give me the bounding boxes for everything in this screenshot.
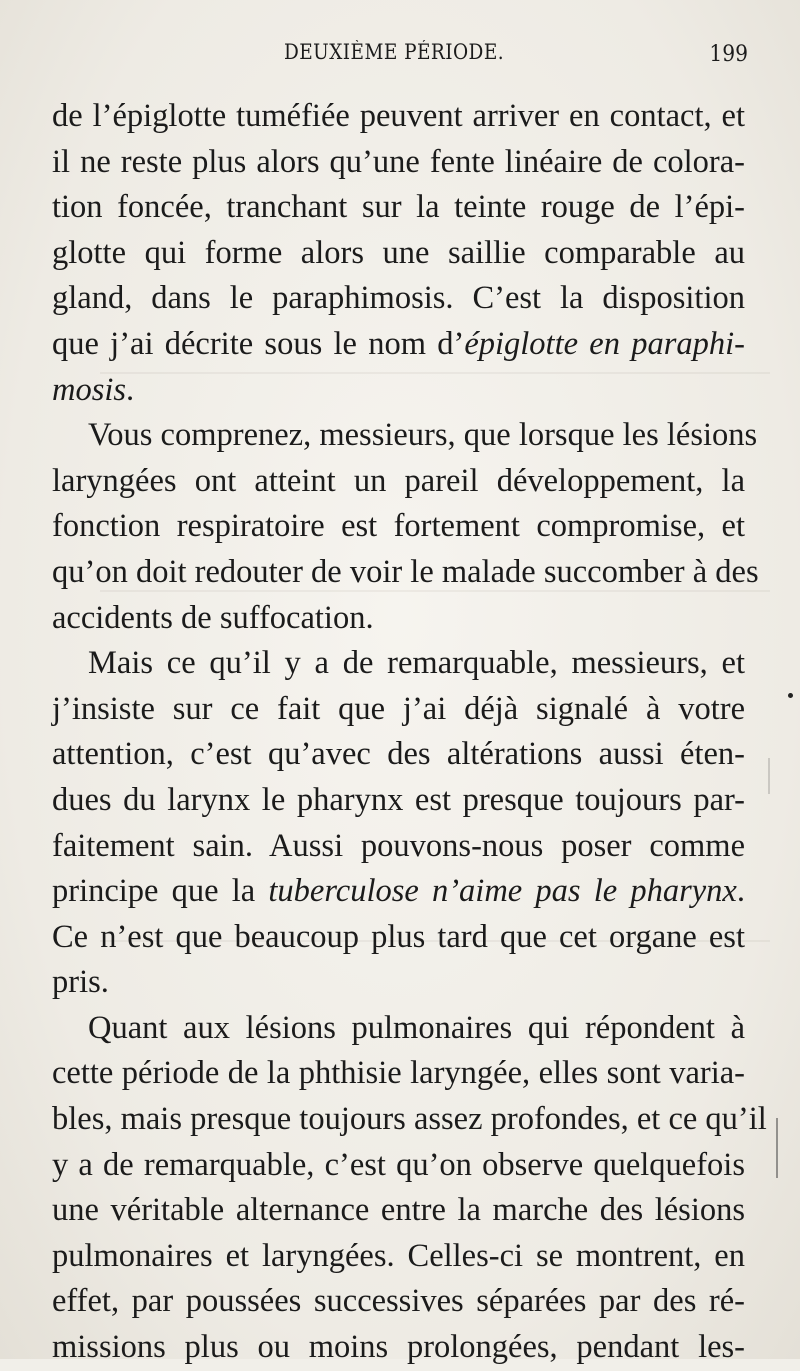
line-text: pris. — [52, 964, 109, 1001]
line-text: missions plus ou moins prolongées, pendant les- — [52, 1329, 745, 1366]
line-text: glotte qui forme alors une saillie comparable au — [52, 234, 745, 271]
line-text: pulmonaires et laryngées. Celles-ci se montrent, en — [52, 1237, 745, 1274]
text-line — [52, 1188, 745, 1234]
line-text: . — [736, 873, 745, 910]
line-text: j’insiste sur ce fait que j’ai déjà signalé à votre — [52, 690, 745, 727]
text-line — [52, 778, 745, 824]
text-line — [52, 94, 745, 140]
line-text: . — [126, 371, 135, 408]
italic-text: épiglotte en paraphi- — [464, 325, 745, 362]
text-line — [52, 869, 745, 915]
line-text: dues du larynx le pharynx est presque toujours par- — [52, 781, 745, 818]
line-text: attention, c’est qu’avec des altérations aussi éten- — [52, 736, 745, 773]
line-text: fonction respiratoire est fortement compromise, et — [52, 508, 745, 545]
text-line — [52, 413, 758, 459]
text-line — [52, 231, 745, 277]
line-text: principe que la — [52, 873, 269, 910]
text-line — [52, 185, 745, 231]
text-line — [52, 368, 745, 414]
page-edge-mark — [776, 1118, 778, 1178]
line-text: Mais ce qu’il y a de remarquable, messieurs, et — [88, 645, 745, 682]
text-line — [52, 1325, 745, 1371]
line-text: laryngées ont atteint un pareil développement, la — [52, 462, 745, 499]
line-text: effet, par poussées successives séparées par des ré- — [52, 1283, 745, 1320]
text-line — [52, 732, 745, 778]
text-line — [52, 596, 745, 642]
text-line — [52, 824, 745, 870]
running-head-title: DEUXIÈME PÉRIODE. — [284, 40, 505, 64]
text-line — [52, 322, 745, 368]
line-text: cette période de la phthisie laryngée, elles sont varia- — [52, 1055, 745, 1092]
text-line — [52, 641, 745, 687]
italic-text: mosis — [52, 371, 127, 408]
text-line — [52, 1051, 745, 1097]
line-text: y a de remarquable, c’est qu’on observe quelquefois — [52, 1146, 745, 1183]
text-line — [52, 550, 759, 596]
text-line — [52, 1006, 745, 1052]
page-number: 199 — [709, 42, 748, 67]
line-text: Ce n’est que beaucoup plus tard que cet organe est — [52, 918, 745, 955]
text-line — [52, 960, 745, 1006]
italic-text: tuberculose n’aime pas le pharynx — [268, 873, 737, 910]
line-text: qu’on doit redouter de voir le malade succomber à des — [52, 553, 759, 590]
text-line — [52, 276, 745, 322]
line-text: faitement sain. Aussi pouvons-nous poser comme — [52, 827, 745, 864]
text-line — [52, 1234, 745, 1280]
text-line — [52, 915, 745, 961]
text-line — [52, 459, 745, 505]
page-edge-mark — [768, 758, 770, 794]
line-text: Vous comprenez, messieurs, que lorsque les lésions — [88, 417, 758, 454]
line-text: bles, mais presque toujours assez profondes, et ce qu’il — [52, 1101, 767, 1138]
text-line — [52, 1097, 767, 1143]
line-text: Quant aux lésions pulmonaires qui répondent à — [88, 1009, 745, 1046]
text-line — [52, 140, 745, 186]
text-line — [52, 1279, 745, 1325]
running-head — [52, 40, 748, 74]
line-text: de l’épiglotte tuméfiée peuvent arriver en contact, et — [52, 98, 745, 134]
body-text — [52, 94, 767, 1371]
text-line — [52, 687, 745, 733]
text-line — [52, 1143, 745, 1189]
line-text: que j’ai décrite sous le nom d’ — [52, 325, 465, 362]
line-text: accidents de suffocation. — [52, 599, 374, 636]
text-line — [52, 504, 745, 550]
line-text: tion foncée, tranchant sur la teinte rouge de l’épi- — [52, 189, 745, 226]
line-text: il ne reste plus alors qu’une fente linéaire de colora- — [52, 143, 745, 180]
line-text: une véritable alternance entre la marche des lésions — [52, 1192, 745, 1229]
ink-speck — [788, 693, 793, 698]
line-text: gland, dans le paraphimosis. C’est la disposition — [52, 280, 745, 317]
